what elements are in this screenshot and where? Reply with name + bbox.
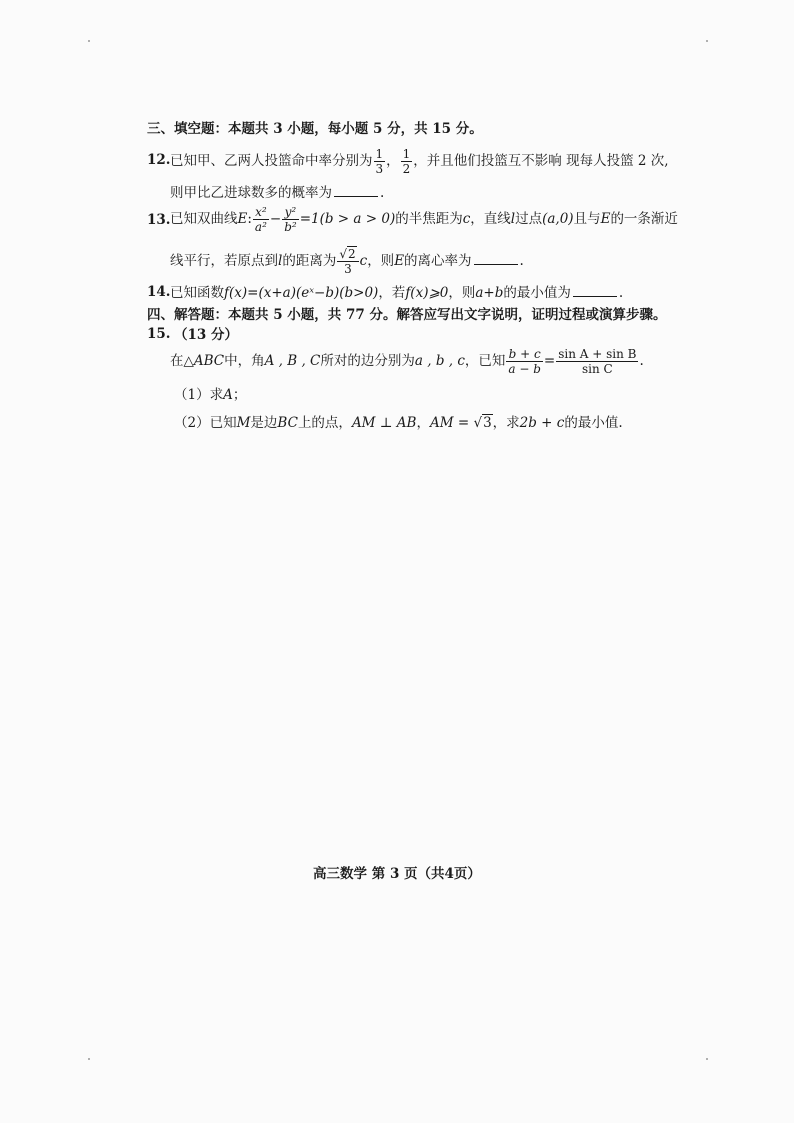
question-12-line-2: 则甲比乙进球数多的概率为 . xyxy=(170,185,385,201)
fraction-b-plus-c-over-a-minus-b: $\frac{b + c}{a - b}$ xyxy=(508,347,541,376)
answer-blank xyxy=(474,252,518,265)
fraction-x2-a2: $\frac{\text{x²}}{\text{a²}}$ xyxy=(254,205,267,234)
scan-dot xyxy=(88,1058,90,1060)
scan-dot xyxy=(88,40,90,42)
question-13-line-1: 已知双曲线E: $\frac{\text{x²}}{\text{a²}}$ − $\frac{\text{y²}}{\text{b²}}$ =1(b > a > 0)的半焦距为c，直线l过点(a,0)且与E的一条渐近 xyxy=(170,205,678,234)
question-15-part-2: （2）已知M是边BC上的点，AM ⊥ AB，AM = √3，求2b + c的最小值. xyxy=(174,415,623,431)
section-heading-answer: 四、解答题：本题共 5 小题，共 77 分。解答应写出文字说明，证明过程或演算步骤。 xyxy=(147,307,667,323)
question-15-points: （13 分） xyxy=(174,327,238,343)
scan-dot xyxy=(706,40,708,42)
question-number-14: 14. xyxy=(147,284,171,300)
answer-blank xyxy=(334,184,378,197)
section-heading-fill-in: 三、填空题：本题共 3 小题，每小题 5 分，共 15 分。 xyxy=(147,121,483,137)
fraction-y2-b2: $\frac{\text{y²}}{\text{b²}}$ xyxy=(284,205,297,234)
question-13-line-2: 线平行，若原点到l的距离为 $\frac{√2}{3}$ c，则E的离心率为 . xyxy=(170,247,524,276)
page-footer: 高三数学 第 3 页（共4页） xyxy=(313,866,481,882)
answer-blank xyxy=(573,284,617,297)
question-number-12: 12. xyxy=(147,152,171,168)
question-15-part-1: （1）求A； xyxy=(174,387,247,403)
question-number-15: 15. xyxy=(147,326,171,342)
fraction-sqrt2-over-3: $\frac{√2}{3}$ xyxy=(337,247,358,276)
scan-dot xyxy=(706,1058,708,1060)
fraction-one-half: $\frac{1}{2}$ xyxy=(402,147,411,176)
question-12-line-1: 已知甲、乙两人投篮命中率分别为 $\frac{1}{3}$ ， $\frac{1}{2}$ ，并且他们投篮互不影响 现每人投篮 2 次, xyxy=(170,147,669,176)
fraction-one-third: $\frac{1}{3}$ xyxy=(375,147,384,176)
question-14-line: 已知函数f(x)=(x+a)(eˣ−b)(b>0)，若f(x)⩾0，则a+b的最小值为 . xyxy=(170,285,624,301)
question-15-stem: 在△ABC中，角A , B , C所对的边分别为a , b , c，已知 $\frac{b + c}{a - b}$ = $\frac{\text{sin A + sin B}}{\text{sin C}}$ . xyxy=(170,347,644,376)
question-number-13: 13. xyxy=(147,212,171,228)
fraction-sin-ratio: $\frac{\text{sin A + sin B}}{\text{sin C}}$ xyxy=(558,347,637,376)
